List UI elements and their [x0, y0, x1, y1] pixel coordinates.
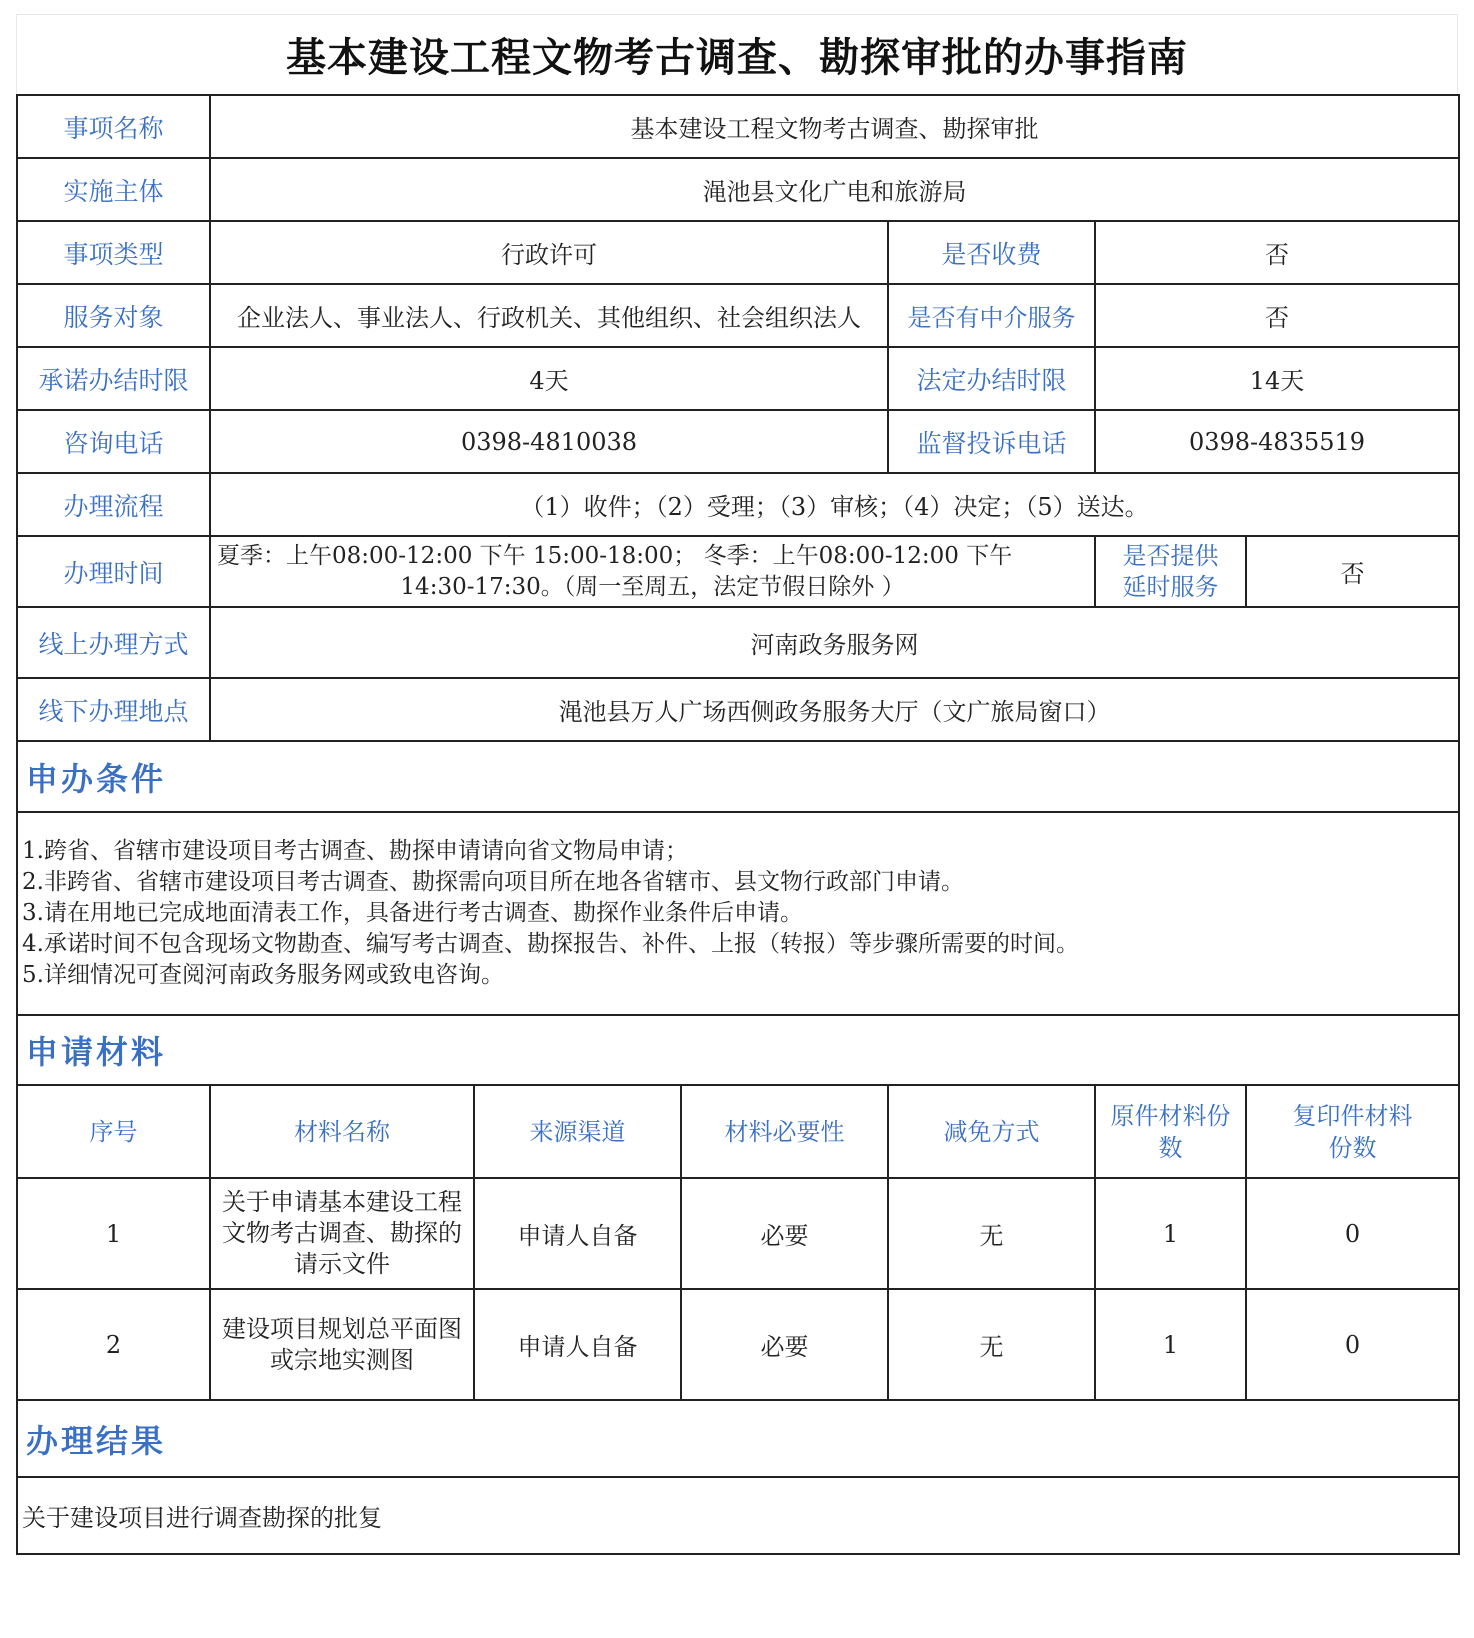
- hours-line-1: 夏季：上午08:00-12:00 下午 15:00-18:00； 冬季：上午08:00-12:00 下午: [217, 542, 1013, 569]
- header-copy-line-1: 复印件材料: [1292, 1101, 1413, 1130]
- fee-value: 否: [1095, 221, 1459, 284]
- material-name-line: 或宗地实测图: [270, 1345, 414, 1374]
- type-label: 事项类型: [17, 221, 210, 284]
- item-name-label: 事项名称: [17, 95, 210, 158]
- material-name-line: 请示文件: [294, 1250, 390, 1278]
- row-materials-heading: [17, 1015, 1459, 1085]
- material-copy-count: 0: [1246, 1289, 1459, 1400]
- row-process: [17, 473, 1459, 536]
- material-source: 申请人自备: [474, 1178, 681, 1289]
- row-conditions: [17, 812, 1459, 1015]
- material-necessity: 必要: [681, 1178, 888, 1289]
- row-time-limit: [17, 347, 1459, 410]
- table-row: [17, 1289, 1459, 1400]
- item-name-value: 基本建设工程文物考古调查、勘探审批: [210, 95, 1459, 158]
- row-online: [17, 607, 1459, 678]
- page-title: 基本建设工程文物考古调查、勘探审批的办事指南: [286, 35, 1188, 81]
- complaint-phone-value: 0398-4835519: [1095, 410, 1459, 473]
- header-original-count: [1095, 1085, 1246, 1178]
- fee-label: 是否收费: [888, 221, 1095, 284]
- hours-line-2: 14:30-17:30。（周一至周五，法定节假日除外 ）: [400, 573, 905, 600]
- subject-label: 实施主体: [17, 158, 210, 221]
- title-bar: [16, 14, 1458, 94]
- row-conditions-heading: [17, 741, 1459, 812]
- header-necessity: 材料必要性: [681, 1085, 888, 1178]
- header-original-line-1: 原件材料份: [1110, 1101, 1231, 1130]
- material-copy-count: 0: [1246, 1178, 1459, 1289]
- hours-value: [210, 536, 1095, 607]
- hours-label: 办理时间: [17, 536, 210, 607]
- material-no: 2: [17, 1289, 210, 1400]
- guide-table: [16, 94, 1460, 1555]
- header-source: 来源渠道: [474, 1085, 681, 1178]
- consult-phone-value: 0398-4810038: [210, 410, 888, 473]
- materials-header-row: [17, 1085, 1459, 1178]
- guide-sheet: [16, 14, 1458, 1555]
- service-target-label: 服务对象: [17, 284, 210, 347]
- table-row: [17, 1178, 1459, 1289]
- result-heading: 办理结果: [17, 1400, 1459, 1477]
- header-copy-line-2: 份数: [1328, 1133, 1377, 1162]
- material-original-count: 1: [1095, 1178, 1246, 1289]
- row-item-name: [17, 95, 1459, 158]
- material-original-count: 1: [1095, 1289, 1246, 1400]
- header-name: 材料名称: [210, 1085, 474, 1178]
- consult-phone-label: 咨询电话: [17, 410, 210, 473]
- type-value: 行政许可: [210, 221, 888, 284]
- legal-limit-value: 14天: [1095, 347, 1459, 410]
- extended-label-line-2: 延时服务: [1122, 572, 1219, 601]
- material-name: [210, 1289, 474, 1400]
- row-result: [17, 1477, 1459, 1554]
- agency-label: 是否有中介服务: [888, 284, 1095, 347]
- legal-limit-label: 法定办结时限: [888, 347, 1095, 410]
- conditions-heading: 申办条件: [17, 741, 1459, 812]
- extended-service-value: 否: [1246, 536, 1459, 607]
- offline-value: 渑池县万人广场西侧政务服务大厅（文广旅局窗口）: [210, 678, 1459, 741]
- material-name-line: 关于申请基本建设工程: [222, 1188, 462, 1216]
- material-necessity: 必要: [681, 1289, 888, 1400]
- material-name-line: 建设项目规划总平面图: [222, 1314, 462, 1343]
- header-reduction: 减免方式: [888, 1085, 1095, 1178]
- extended-label-line-1: 是否提供: [1122, 541, 1219, 570]
- online-value: 河南政务服务网: [210, 607, 1459, 678]
- subject-value: 渑池县文化广电和旅游局: [210, 158, 1459, 221]
- row-subject: [17, 158, 1459, 221]
- process-value: （1）收件；（2）受理；（3）审核；（4）决定；（5）送达。: [210, 473, 1459, 536]
- complaint-phone-label: 监督投诉电话: [888, 410, 1095, 473]
- condition-item: 3.请在用地已完成地面清表工作，具备进行考古调查、勘探作业条件后申请。: [22, 900, 803, 926]
- online-label: 线上办理方式: [17, 607, 210, 678]
- condition-item: 4.承诺时间不包含现场文物勘查、编写考古调查、勘探报告、补件、上报（转报）等步骤所需要的时间。: [22, 931, 1079, 957]
- agency-value: 否: [1095, 284, 1459, 347]
- row-service-target: [17, 284, 1459, 347]
- material-reduction: 无: [888, 1289, 1095, 1400]
- header-no: 序号: [17, 1085, 210, 1178]
- extended-service-label: [1095, 536, 1246, 607]
- material-no: 1: [17, 1178, 210, 1289]
- promise-limit-label: 承诺办结时限: [17, 347, 210, 410]
- header-original-line-2: 数: [1158, 1133, 1183, 1162]
- condition-item: 5.详细情况可查阅河南政务服务网或致电咨询。: [22, 962, 504, 988]
- offline-label: 线下办理地点: [17, 678, 210, 741]
- materials-heading: 申请材料: [17, 1015, 1459, 1085]
- material-source: 申请人自备: [474, 1289, 681, 1400]
- row-type: [17, 221, 1459, 284]
- condition-item: 1.跨省、省辖市建设项目考古调查、勘探申请请向省文物局申请；: [22, 838, 688, 864]
- row-result-heading: [17, 1400, 1459, 1477]
- result-value: 关于建设项目进行调查勘探的批复: [17, 1477, 1459, 1554]
- material-reduction: 无: [888, 1178, 1095, 1289]
- service-target-value: 企业法人、事业法人、行政机关、其他组织、社会组织法人: [210, 284, 888, 347]
- process-label: 办理流程: [17, 473, 210, 536]
- material-name-line: 文物考古调查、勘探的: [222, 1219, 462, 1247]
- row-phones: [17, 410, 1459, 473]
- row-offline: [17, 678, 1459, 741]
- material-name: [210, 1178, 474, 1289]
- row-hours: [17, 536, 1459, 607]
- promise-limit-value: 4天: [210, 347, 888, 410]
- header-copy-count: [1246, 1085, 1459, 1178]
- conditions-list: [17, 812, 1459, 1015]
- condition-item: 2.非跨省、省辖市建设项目考古调查、勘探需向项目所在地各省辖市、县文物行政部门申请。: [22, 869, 964, 895]
